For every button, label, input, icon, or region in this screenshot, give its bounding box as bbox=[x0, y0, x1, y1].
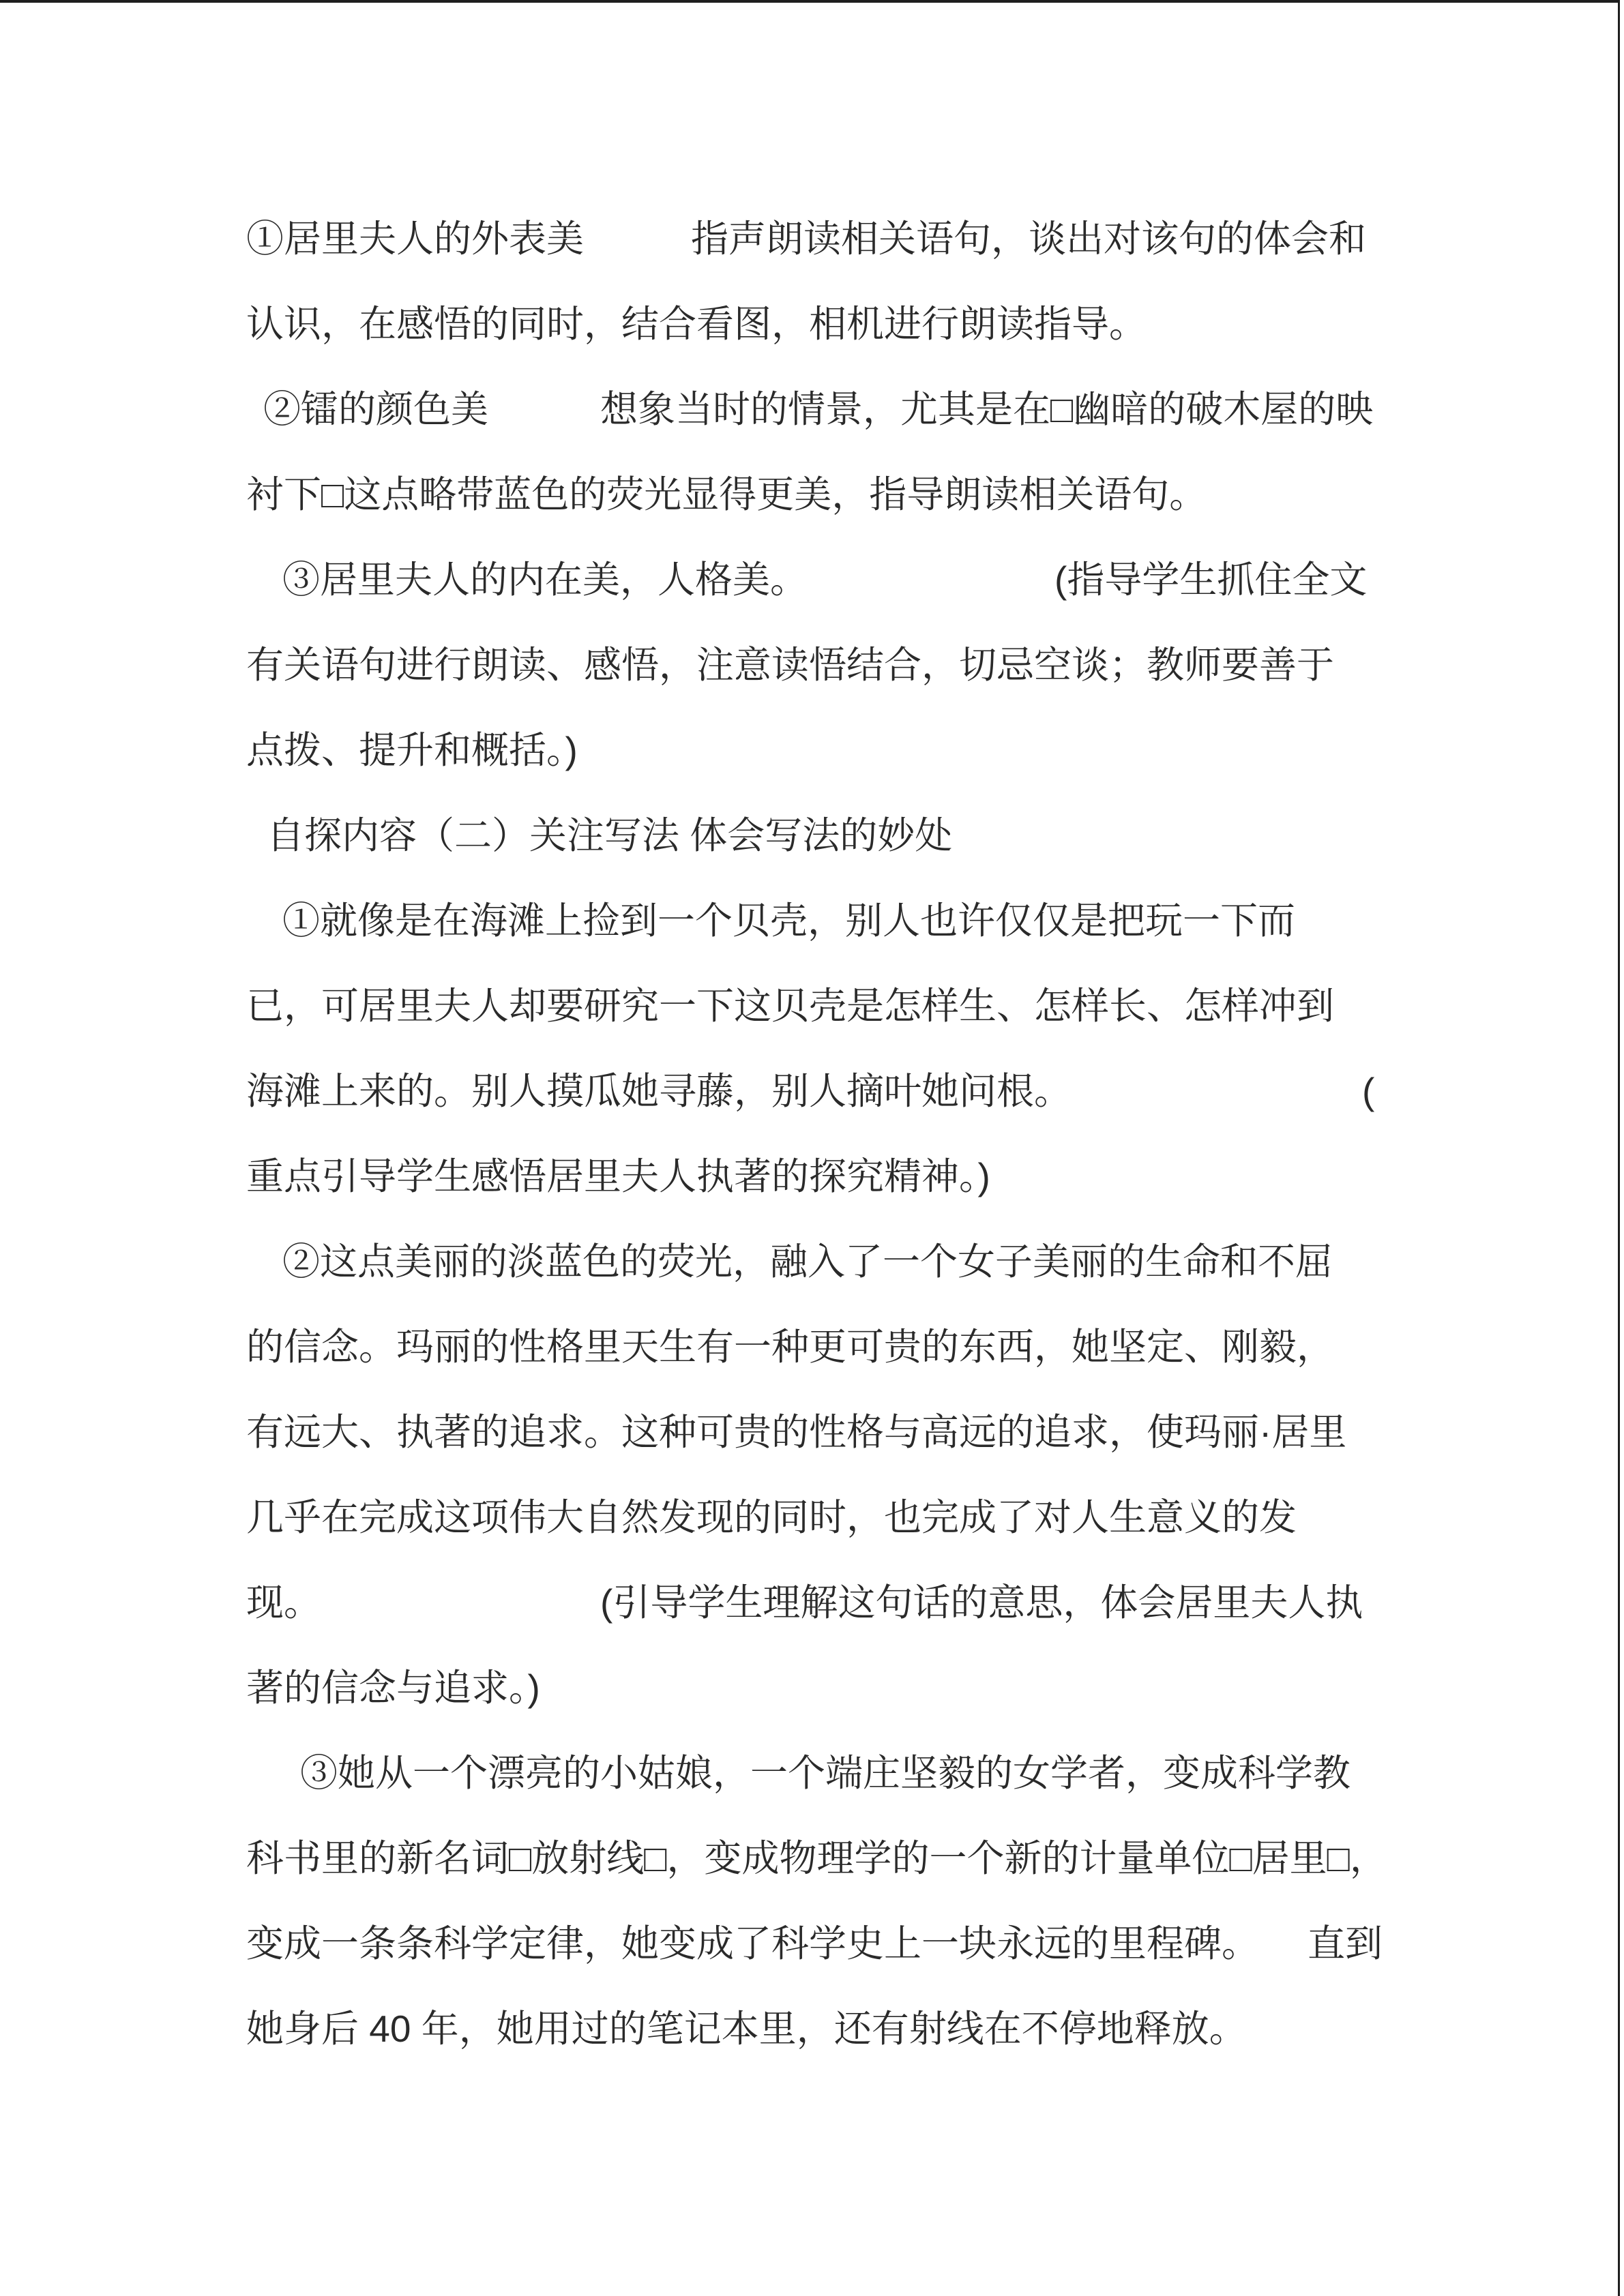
text-line: ①就像是在海滩上捡到一个贝壳，别人也许仅仅是把玩一下而 bbox=[282, 899, 1296, 942]
text-line: 海滩上来的。别人摸瓜她寻藤，别人摘叶她问根。 bbox=[246, 1070, 1072, 1112]
text-line-segment: 想象当时的情景，尤其是在□幽暗的破木屋的映 bbox=[600, 388, 1374, 430]
text-line: 现。 bbox=[246, 1581, 322, 1624]
text-line-segment: 直到 bbox=[1308, 1922, 1383, 1965]
text-line: 的信念。玛丽的性格里天生有一种更可贵的东西，她坚定、刚毅， bbox=[246, 1326, 1335, 1368]
text-line: 已，可居里夫人却要研究一下这贝壳是怎样生、怎样长、怎样冲到 bbox=[246, 985, 1335, 1027]
text-line: 几乎在完成这项伟大自然发现的同时，也完成了对人生意义的发 bbox=[246, 1496, 1297, 1538]
text-line: 有关语句进行朗读、感悟，注意读悟结合，切忌空谈；教师要善于 bbox=[246, 644, 1335, 686]
text-line: 变成一条条科学定律，她变成了科学史上一块永远的里程碑。 bbox=[246, 1922, 1260, 1965]
text-line: 著的信念与追求。) bbox=[246, 1667, 540, 1709]
text-line: 有远大、执著的追求。这种可贵的性格与高远的追求，使玛丽·居里 bbox=[246, 1411, 1347, 1453]
text-line: 衬下□这点略带蓝色的荧光显得更美，指导朗读相关语句。 bbox=[246, 473, 1207, 516]
text-line: ③她从一个漂亮的小姑娘，一个端庄坚毅的女学者，变成科学教 bbox=[300, 1752, 1351, 1794]
text-line: 点拨、提升和概括。) bbox=[246, 729, 578, 771]
text-line-segment: 指声朗读相关语句，谈出对该句的体会和 bbox=[691, 218, 1367, 260]
text-line-segment: (指导学生抓住全文 bbox=[1054, 558, 1368, 601]
text-line: ①居里夫人的外表美 bbox=[246, 218, 585, 260]
section-heading: 自探内容（二）关注写法 体会写法的妙处 bbox=[267, 814, 953, 856]
text-line: 她身后 40 年，她用过的笔记本里，还有射线在不停地释放。 bbox=[246, 2008, 1247, 2050]
text-line: ②镭的颜色美 bbox=[263, 388, 489, 430]
text-line: 重点引导学生感悟居里夫人执著的探究精神。) bbox=[246, 1155, 990, 1197]
text-line-segment: ( bbox=[1362, 1070, 1375, 1112]
text-line: 科书里的新名词□放射线□，变成物理学的一个新的计量单位□居里□， bbox=[246, 1837, 1387, 1879]
text-line: ②这点美丽的淡蓝色的荧光，融入了一个女子美丽的生命和不屈 bbox=[282, 1240, 1333, 1283]
text-line: 认识，在感悟的同时，结合看图，相机进行朗读指导。 bbox=[246, 303, 1147, 345]
text-line: ③居里夫人的内在美，人格美。 bbox=[282, 558, 808, 601]
text-line-segment: (引导学生理解这句话的意思，体会居里夫人执 bbox=[600, 1581, 1363, 1624]
